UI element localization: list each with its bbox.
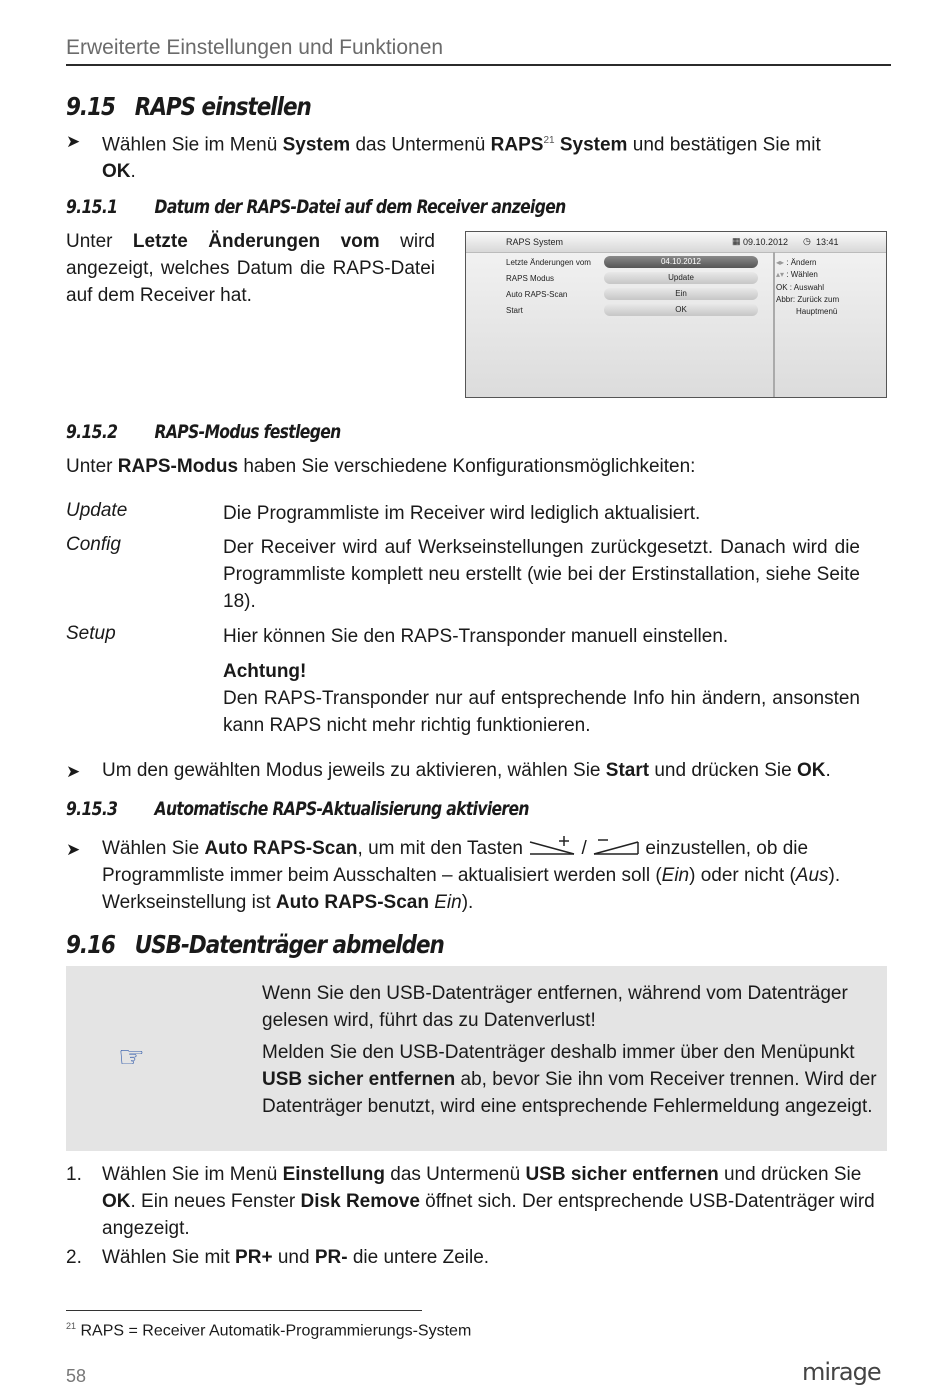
mirage-logo: mirage: [802, 1358, 881, 1386]
clock-icon: ◷: [803, 236, 811, 246]
row-value[interactable]: OK: [604, 304, 758, 316]
step-number: 1.: [66, 1164, 82, 1185]
term-config: Config: [66, 534, 121, 555]
step-number: 2.: [66, 1247, 82, 1268]
paragraph-start: Um den gewählten Modus jeweils zu aktivieren, wählen Sie Start und drücken Sie OK.: [102, 760, 831, 781]
row-label: Start: [506, 306, 523, 315]
warning-text: Den RAPS-Transponder nur auf entsprechende Info hin ändern, ansonsten kann RAPS nicht mehr richtig funktionieren.: [223, 688, 860, 736]
desc-config: Der Receiver wird auf Werkseinstellungen zurückgesetzt. Danach wird die Programmliste komplett neu erstellt (wie bei der Erstinstallation, siehe Seite 18).: [223, 537, 860, 612]
note-box: [66, 966, 887, 1151]
step-2-text: Wählen Sie mit PR+ und PR- die untere Zeile.: [102, 1247, 490, 1268]
paragraph-raps-modus: Unter RAPS-Modus haben Sie verschiedene Konfigurationsmöglichkeiten:: [66, 456, 696, 477]
step-1-text: Wählen Sie im Menü Einstellung das Untermenü USB sicher entfernen und drücken Sie OK. Ein neues Fenster Disk Remove öffnet sich. Der entsprechende USB-Datenträger wird angezeigt.: [102, 1164, 875, 1239]
row-label: RAPS Modus: [506, 274, 555, 283]
left-right-icon: ◂▸: [776, 258, 785, 267]
running-header: Erweiterte Einstellungen und Funktionen: [66, 36, 444, 59]
help-line: Hauptmenü: [796, 307, 838, 316]
receiver-screenshot: [465, 231, 887, 398]
term-setup: Setup: [66, 623, 116, 644]
header-rule: [66, 64, 891, 66]
row-value[interactable]: Ein: [604, 288, 758, 300]
desc-setup: Hier können Sie den RAPS-Transponder manuell einstellen.: [223, 626, 729, 647]
section-heading-9-15-1: 9.15.1 Datum der RAPS-Datei auf dem Receiver anzeigen: [66, 196, 566, 218]
term-update: Update: [66, 500, 128, 521]
section-heading-9-15: [66, 92, 311, 121]
screen-date: 09.10.2012: [743, 237, 789, 247]
section-title: RAPS einstellen: [134, 92, 311, 121]
note-text-1: Wenn Sie den USB-Datenträger entfernen, während vom Datenträger gelesen wird, führt das zu Datenverlust!: [262, 983, 848, 1031]
row-label: Auto RAPS-Scan: [506, 290, 568, 299]
pointing-hand-icon: ☞: [118, 1041, 145, 1074]
calendar-icon: ▦: [732, 236, 741, 246]
note-text-2: Melden Sie den USB-Datenträger deshalb immer über den Menüpunkt USB sicher entfernen ab, bevor Sie ihn vom Receiver trennen. Wird der Datenträger benutzt, wird eine entsprechende Fehlermeldung angezeigt.: [262, 1042, 877, 1117]
desc-update: Die Programmliste im Receiver wird lediglich aktualisiert.: [223, 503, 701, 524]
bullet-arrow-icon: ➤: [66, 132, 81, 151]
paragraph-auto-raps: Wählen Sie Auto RAPS-Scan, um mit den Tasten / einzustellen, ob die Programmliste immer beim Ausschalten – aktualisiert werden soll (Ein) oder nicht (Aus). Werkseinstellung ist Auto RAPS-Scan Ein).: [102, 835, 892, 916]
section-heading-9-15-2: 9.15.2 RAPS-Modus festlegen: [66, 421, 341, 443]
help-line: OK : Auswahl: [776, 283, 825, 292]
section-heading-9-16: 9.16 USB-Datenträger abmelden: [66, 930, 444, 959]
screen-header: [466, 232, 886, 253]
row-value[interactable]: 04.10.2012: [604, 256, 758, 268]
paragraph-letzte-aenderungen: Unter Letzte Änderungen vom wird angezeigt, welches Datum die RAPS-Datei auf dem Receiver hat.: [66, 231, 435, 306]
bullet-arrow-icon: ➤: [66, 762, 81, 781]
row-label: Letzte Änderungen vom: [506, 258, 591, 267]
help-line: Abbr: Zurück zum: [776, 295, 840, 304]
bullet-arrow-icon: ➤: [66, 840, 81, 859]
up-down-icon: ▴▾: [776, 270, 785, 279]
help-line: ▴▾ : Wählen: [776, 270, 818, 279]
section-number: 9.15: [66, 92, 115, 121]
volume-up-key-icon: [528, 835, 576, 857]
help-line: ◂▸ : Ändern: [776, 258, 817, 267]
page-number: 58: [66, 1366, 87, 1386]
footnote: $^{21}$ RAPS = Receiver Automatik-Programmierungs-System: [66, 1321, 472, 1340]
volume-down-key-icon: [592, 835, 640, 857]
screen-title: RAPS System: [506, 237, 564, 247]
paragraph-raps-menu: Wählen Sie im Menü System das Untermenü RAPS$^{21}$ System und bestätigen Sie mit OK.: [102, 134, 821, 183]
screen-divider: [773, 252, 775, 397]
row-value[interactable]: Update: [604, 272, 758, 284]
warning-label: Achtung!: [223, 661, 307, 682]
section-heading-9-15-3: 9.15.3 Automatische RAPS-Aktualisierung aktivieren: [66, 798, 529, 820]
footnote-rule: [66, 1310, 422, 1311]
screen-time: 13:41: [816, 237, 839, 247]
